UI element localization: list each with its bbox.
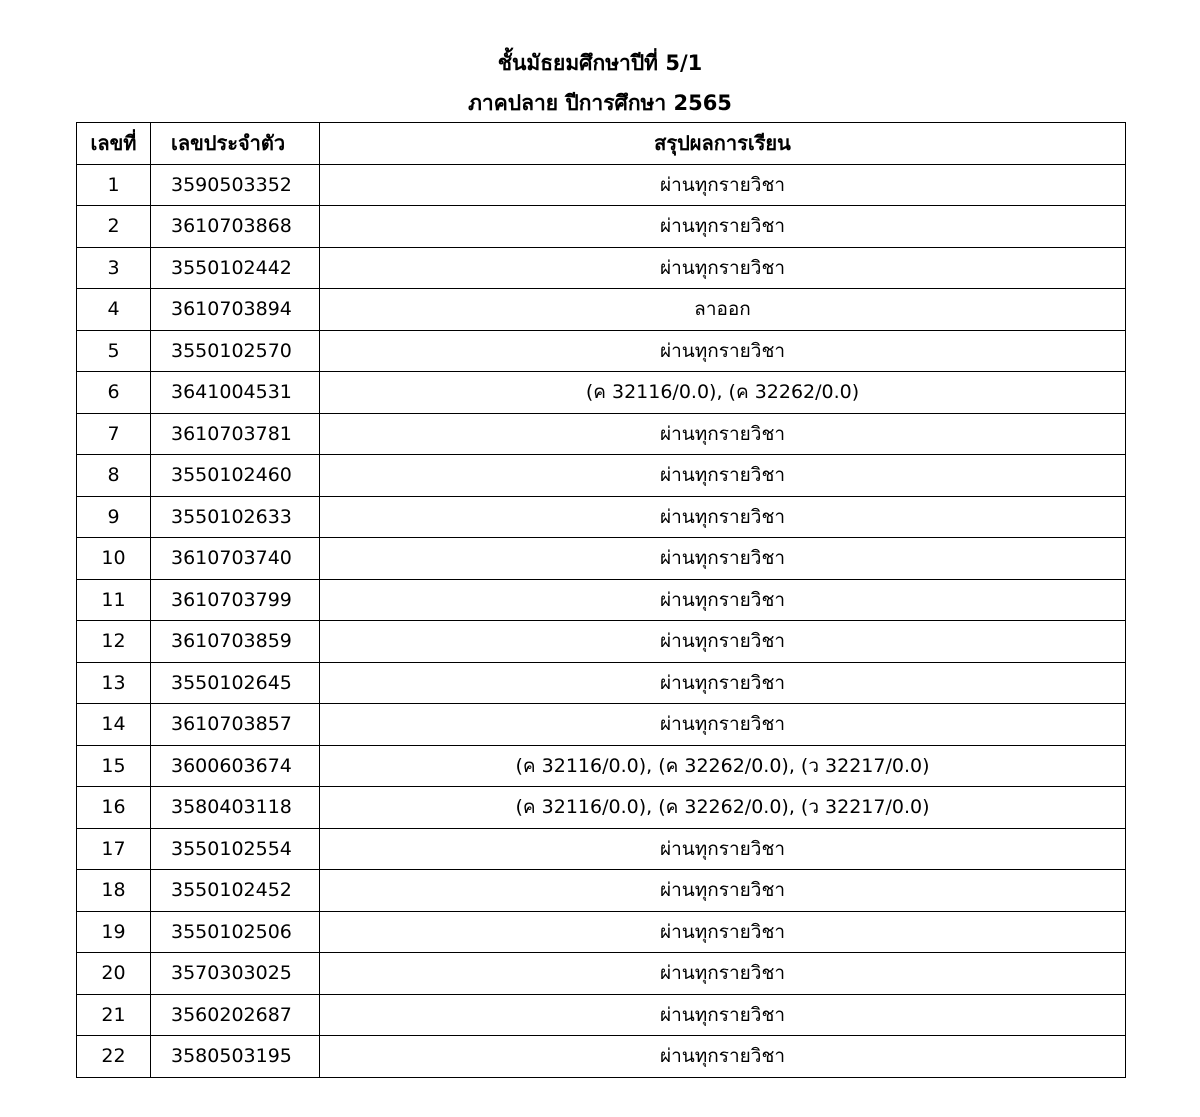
table-row: [77, 621, 1126, 663]
table-row: [77, 455, 1126, 497]
result-cell: ผ่านทุกรายวิชา: [320, 538, 1126, 580]
page-title: ชั้นมัธยมศึกษาปีที่ 5/1: [497, 51, 703, 75]
table-row: [77, 994, 1126, 1036]
student-id-cell: 3550102442: [151, 247, 320, 289]
row-number-cell: 17: [77, 828, 151, 870]
table-row: [77, 372, 1126, 414]
row-number-cell: 5: [77, 330, 151, 372]
row-number-cell: 2: [77, 206, 151, 248]
student-id-cell: 3610703868: [151, 206, 320, 248]
result-cell: ผ่านทุกรายวิชา: [320, 662, 1126, 704]
student-id-cell: 3570303025: [151, 953, 320, 995]
student-id-cell: 3610703799: [151, 579, 320, 621]
row-number-cell: 20: [77, 953, 151, 995]
student-id-cell: 3610703781: [151, 413, 320, 455]
result-cell: ผ่านทุกรายวิชา: [320, 994, 1126, 1036]
student-id-cell: 3641004531: [151, 372, 320, 414]
result-cell: ผ่านทุกรายวิชา: [320, 455, 1126, 497]
student-id-cell: 3550102645: [151, 662, 320, 704]
student-id-cell: 3550102570: [151, 330, 320, 372]
results-table: [76, 122, 1126, 1078]
row-number-cell: 15: [77, 745, 151, 787]
row-number-cell: 9: [77, 496, 151, 538]
row-number-cell: 16: [77, 787, 151, 829]
table-row: [77, 538, 1126, 580]
result-cell: ผ่านทุกรายวิชา: [320, 953, 1126, 995]
student-id-cell: 3550102452: [151, 870, 320, 912]
result-cell: ผ่านทุกรายวิชา: [320, 1036, 1126, 1078]
table-row: [77, 579, 1126, 621]
row-number-cell: 21: [77, 994, 151, 1036]
result-cell: ลาออก: [320, 289, 1126, 331]
student-id-cell: 3610703857: [151, 704, 320, 746]
table-row: [77, 247, 1126, 289]
table-row: [77, 413, 1126, 455]
row-number-cell: 8: [77, 455, 151, 497]
column-header-student-id: เลขประจำตัว: [151, 123, 320, 165]
result-cell: ผ่านทุกรายวิชา: [320, 579, 1126, 621]
result-cell: ผ่านทุกรายวิชา: [320, 911, 1126, 953]
result-cell: ผ่านทุกรายวิชา: [320, 828, 1126, 870]
result-cell: ผ่านทุกรายวิชา: [320, 413, 1126, 455]
column-header-result: สรุปผลการเรียน: [320, 123, 1126, 165]
student-id-cell: 3590503352: [151, 164, 320, 206]
table-row: [77, 164, 1126, 206]
table-row: [77, 206, 1126, 248]
result-cell: ผ่านทุกรายวิชา: [320, 704, 1126, 746]
row-number-cell: 3: [77, 247, 151, 289]
result-cell: (ค 32116/0.0), (ค 32262/0.0), (ว 32217/0.0): [320, 787, 1126, 829]
row-number-cell: 6: [77, 372, 151, 414]
table-row: [77, 828, 1126, 870]
result-cell: ผ่านทุกรายวิชา: [320, 164, 1126, 206]
student-id-cell: 3550102633: [151, 496, 320, 538]
row-number-cell: 14: [77, 704, 151, 746]
table-row: [77, 496, 1126, 538]
table-row: [77, 911, 1126, 953]
table-row: [77, 662, 1126, 704]
table-row: [77, 953, 1126, 995]
result-cell: ผ่านทุกรายวิชา: [320, 247, 1126, 289]
student-id-cell: 3600603674: [151, 745, 320, 787]
student-id-cell: 3580403118: [151, 787, 320, 829]
row-number-cell: 12: [77, 621, 151, 663]
row-number-cell: 19: [77, 911, 151, 953]
table-row: [77, 870, 1126, 912]
student-id-cell: 3610703894: [151, 289, 320, 331]
table-row: [77, 787, 1126, 829]
table-row: [77, 1036, 1126, 1078]
column-header-number: เลขที่: [77, 123, 151, 165]
result-cell: ผ่านทุกรายวิชา: [320, 206, 1126, 248]
table-body: [77, 164, 1126, 1077]
result-cell: (ค 32116/0.0), (ค 32262/0.0), (ว 32217/0.0): [320, 745, 1126, 787]
row-number-cell: 4: [77, 289, 151, 331]
student-id-cell: 3560202687: [151, 994, 320, 1036]
page-subtitle: ภาคปลาย ปีการศึกษา 2565: [468, 91, 732, 115]
result-cell: (ค 32116/0.0), (ค 32262/0.0): [320, 372, 1126, 414]
table-row: [77, 330, 1126, 372]
row-number-cell: 10: [77, 538, 151, 580]
student-id-cell: 3580503195: [151, 1036, 320, 1078]
student-id-cell: 3550102506: [151, 911, 320, 953]
row-number-cell: 22: [77, 1036, 151, 1078]
student-id-cell: 3550102460: [151, 455, 320, 497]
student-id-cell: 3610703859: [151, 621, 320, 663]
table-row: [77, 704, 1126, 746]
row-number-cell: 18: [77, 870, 151, 912]
result-cell: ผ่านทุกรายวิชา: [320, 496, 1126, 538]
table-header-row: [77, 123, 1126, 165]
result-cell: ผ่านทุกรายวิชา: [320, 621, 1126, 663]
row-number-cell: 11: [77, 579, 151, 621]
student-id-cell: 3610703740: [151, 538, 320, 580]
row-number-cell: 1: [77, 164, 151, 206]
row-number-cell: 13: [77, 662, 151, 704]
result-cell: ผ่านทุกรายวิชา: [320, 330, 1126, 372]
row-number-cell: 7: [77, 413, 151, 455]
result-cell: ผ่านทุกรายวิชา: [320, 870, 1126, 912]
table-row: [77, 745, 1126, 787]
student-id-cell: 3550102554: [151, 828, 320, 870]
table-row: [77, 289, 1126, 331]
